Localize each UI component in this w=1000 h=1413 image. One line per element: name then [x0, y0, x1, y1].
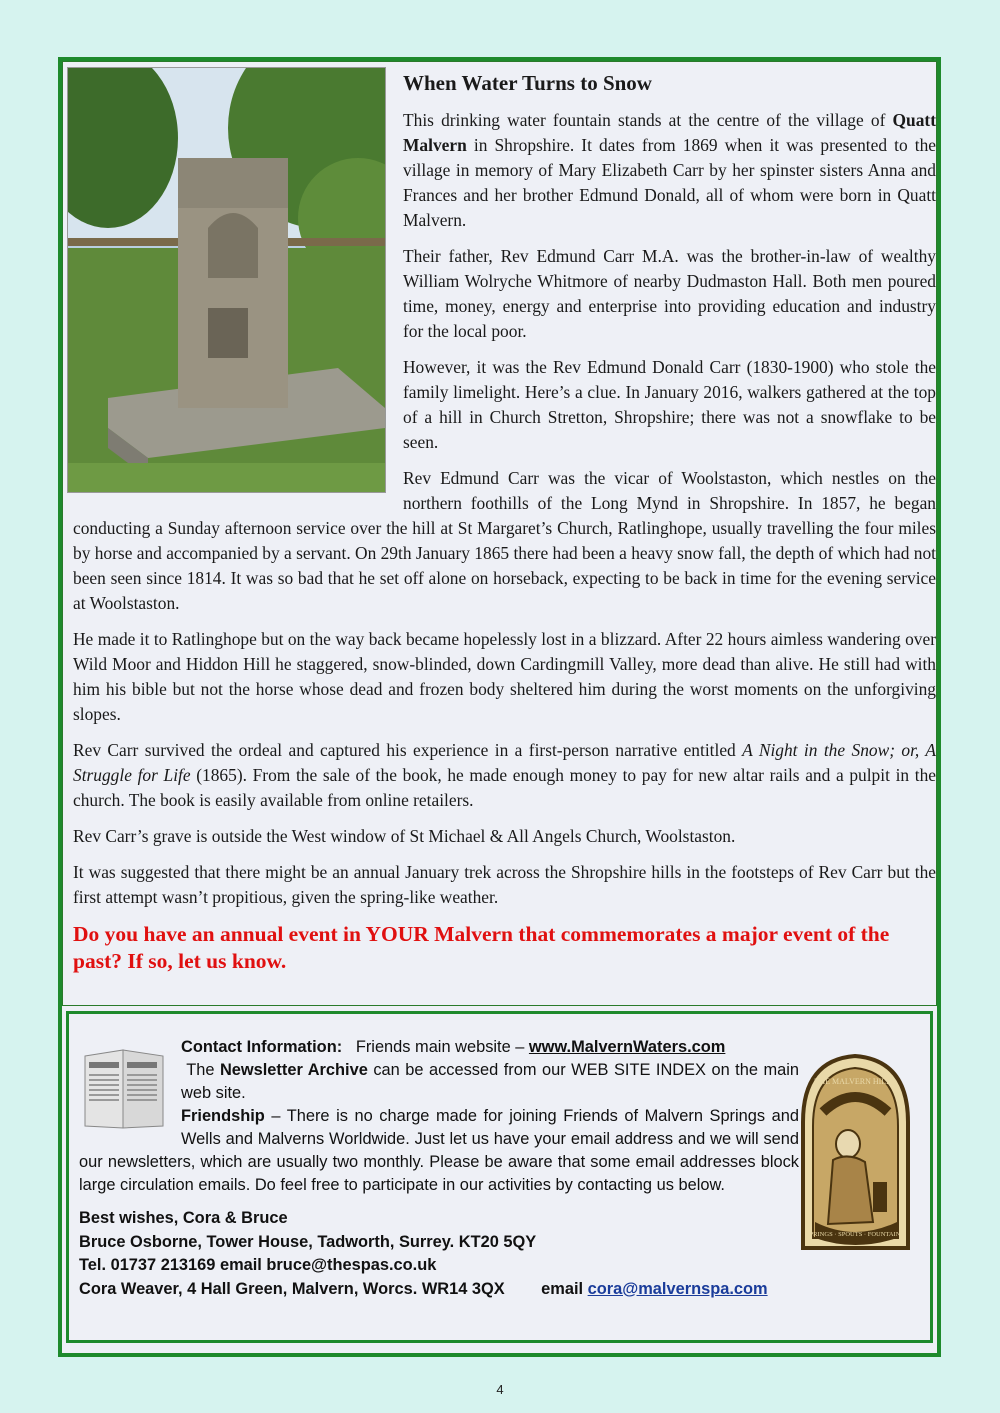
paragraph-7: Rev Carr’s grave is outside the West window of St Michael & All Angels Church, Woolstaston.: [73, 826, 736, 846]
photo-spacer: [73, 70, 403, 498]
sign-line-4: [79, 1278, 799, 1302]
contact-line: [79, 1036, 799, 1059]
sign-line-4-text: Cora Weaver, 4 Hall Green, Malvern, Worcs. WR14 3QX email: [79, 1279, 588, 1298]
p1-text-end: in Shropshire. It dates from 1869 when it was presented to the village in memory of Mary Elizabeth Carr by her spinster sisters Anna and Frances and her brother Edmund Donald, all of whom were born in Quatt Malvern.: [403, 135, 936, 230]
archive-line: [79, 1059, 799, 1105]
friendship-text: – There is no charge made for joining Friends of Malvern Springs and Wells and Malverns Worldwide. Just let us have your email address and we will send our newsletters, which are usually two monthly. Please be aware that some email addresses block large circulation emails. Do feel free to participate in our activities by contacting us below.: [79, 1107, 799, 1194]
malvern-hills-seal: [793, 1052, 918, 1250]
cora-email-link[interactable]: cora@malvernspa.com: [587, 1279, 768, 1298]
paragraph-3: However, it was the Rev Edmund Donald Carr (1830-1900) who stole the family limelight. Here’s a clue. In January 2016, walkers gathered at the top of a hill in Church Stretton, Shropshire; there was not a snowflake to be seen.: [403, 357, 936, 452]
paragraph-2: Their father, Rev Edmund Carr M.A. was the brother-in-law of wealthy William Wolryche Whitmore of nearby Dudmaston Hall. Both men poured time, money, energy and enterprise into providing education and industry for the local poor.: [403, 246, 936, 341]
book-title: A Night in the Snow; or, A Struggle for Life: [73, 740, 936, 785]
seal-text-bottom: SPRINGS · SPOUTS · FOUNTAINS: [805, 1231, 905, 1238]
paragraph-6: [73, 738, 936, 813]
archive-bold: Newsletter Archive: [219, 1061, 368, 1079]
p1-bold: Quatt Malvern: [403, 110, 936, 155]
article-panel: [62, 61, 937, 1006]
newspaper-icon: [79, 1046, 169, 1134]
article-title: When Water Turns to Snow: [403, 71, 652, 95]
seal-text-top: THE MALVERN HILLS: [814, 1077, 896, 1086]
paragraph-5: He made it to Ratlinghope but on the way back became hopelessly lost in a blizzard. After 22 hours aimless wandering over Wild Moor and Hiddon Hill he staggered, snow-blinded, down Cardingmill Valley, more dead than alive. He still had with him his bible but not the horse whose dead and frozen body sheltered him during the worst moments on the unforgiving slopes.: [73, 629, 936, 724]
contact-heading: Contact Information:: [181, 1038, 343, 1056]
paragraph-4: Rev Edmund Carr was the vicar of Woolstaston, which nestles on the northern foothills of the Long Mynd in Shropshire. In 1857, he began conducting a Sunday afternoon service over the hill at St Margaret’s Church, Ratlinghope, usually travelling the four miles by horse and accompanied by a servant. On 29th January 1865 there had been a heavy snow fall, the depth of which had not been seen since 1814. It was so bad that he set off alone on horseback, expecting to be back in time for the evening service at Woolstaston.: [73, 468, 936, 613]
website-label: Friends main website –: [342, 1038, 529, 1056]
archive-pre: The: [181, 1061, 220, 1079]
p6-text-end: (1865). From the sale of the book, he made enough money to pay for new altar rails and a pulpit in the church. The book is easily available from online retailers.: [73, 765, 936, 810]
p6-text: Rev Carr survived the ordeal and captured his experience in a first-person narrative entitled: [73, 740, 743, 760]
sign-line-2: Bruce Osborne, Tower House, Tadworth, Surrey. KT20 5QY: [79, 1232, 537, 1251]
page-number: 4: [496, 1382, 504, 1397]
article-body: [73, 70, 936, 975]
contact-text: [79, 1036, 799, 1301]
sign-line-3: Tel. 01737 213169 email bruce@thespas.co.uk: [79, 1256, 437, 1274]
archive-text: can be accessed from our WEB SITE INDEX on the main web site.: [181, 1061, 799, 1102]
friendship-bold: Friendship: [181, 1107, 265, 1125]
p1-text: This drinking water fountain stands at the centre of the village of: [403, 110, 893, 130]
page-frame: [58, 57, 941, 1357]
website-link[interactable]: www.MalvernWaters.com: [528, 1038, 726, 1056]
paragraph-8: It was suggested that there might be an annual January trek across the Shropshire hills in the footsteps of Rev Carr but the first attempt wasn’t propitious, given the spring-like weather.: [73, 862, 936, 907]
friendship-paragraph: [79, 1105, 799, 1197]
contact-box: [66, 1011, 933, 1343]
callout-question: Do you have an annual event in YOUR Malvern that commemorates a major event of the past? If so, let us know.: [73, 922, 890, 973]
sign-line-1: Best wishes, Cora & Bruce: [79, 1209, 288, 1227]
signature-block: [79, 1207, 799, 1301]
